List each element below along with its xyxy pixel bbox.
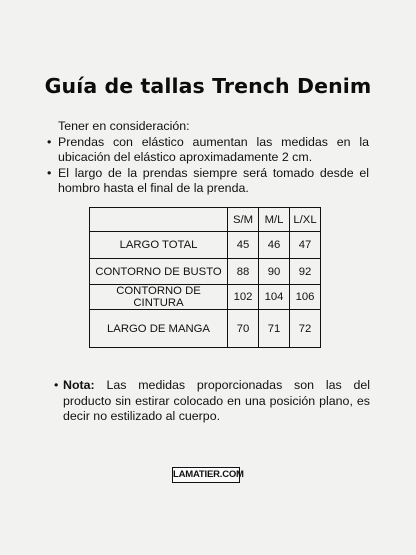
table-row <box>90 259 321 285</box>
note-label: Nota: <box>63 378 95 392</box>
row-label: LARGO DE MANGA <box>90 310 228 348</box>
bullet-length-note: • El largo de la prendas siempre será tomado desde el hombro hasta el final de la prenda. <box>47 166 369 197</box>
row-label: CONTORNO DE CINTURA <box>90 285 228 310</box>
header-cell-sm: S/M <box>228 208 259 232</box>
row-label: LARGO TOTAL <box>90 232 228 259</box>
page-title: Guía de tallas Trench Denim <box>44 74 372 98</box>
note-section <box>54 378 370 425</box>
table-cell: 71 <box>259 310 290 348</box>
header-cell-lxl: L/XL <box>290 208 321 232</box>
note-text: Las medidas proporcionadas son las del producto sin estirar colocado en una posición plano, es decir no estilizado al cuerpo. <box>63 378 370 423</box>
table-cell: 47 <box>290 232 321 259</box>
intro-bullets <box>47 135 369 197</box>
bullet-elastic-note: • Prendas con elástico aumentan las medidas en la ubicación del elástico aproximadamente 2 cm. <box>47 135 369 166</box>
row-label: CONTORNO DE BUSTO <box>90 259 228 285</box>
table-cell: 102 <box>228 285 259 310</box>
table-cell: 45 <box>228 232 259 259</box>
table-cell: 92 <box>290 259 321 285</box>
table-row <box>90 232 321 259</box>
brand-logo: LAMATIER.COM <box>172 467 240 483</box>
size-table <box>89 207 321 348</box>
table-row <box>90 285 321 310</box>
intro-section <box>47 119 369 197</box>
table-cell: 46 <box>259 232 290 259</box>
table-header-row <box>90 208 321 232</box>
note-body <box>54 378 370 425</box>
intro-lead: Tener en consideración: <box>58 119 190 133</box>
table-cell: 72 <box>290 310 321 348</box>
header-cell-ml: M/L <box>259 208 290 232</box>
table-cell: 88 <box>228 259 259 285</box>
table-cell: 90 <box>259 259 290 285</box>
table-cell: 106 <box>290 285 321 310</box>
header-cell-empty <box>90 208 228 232</box>
table-cell: 104 <box>259 285 290 310</box>
table-cell: 70 <box>228 310 259 348</box>
bullet-dot: • <box>54 378 59 392</box>
table-row <box>90 310 321 348</box>
